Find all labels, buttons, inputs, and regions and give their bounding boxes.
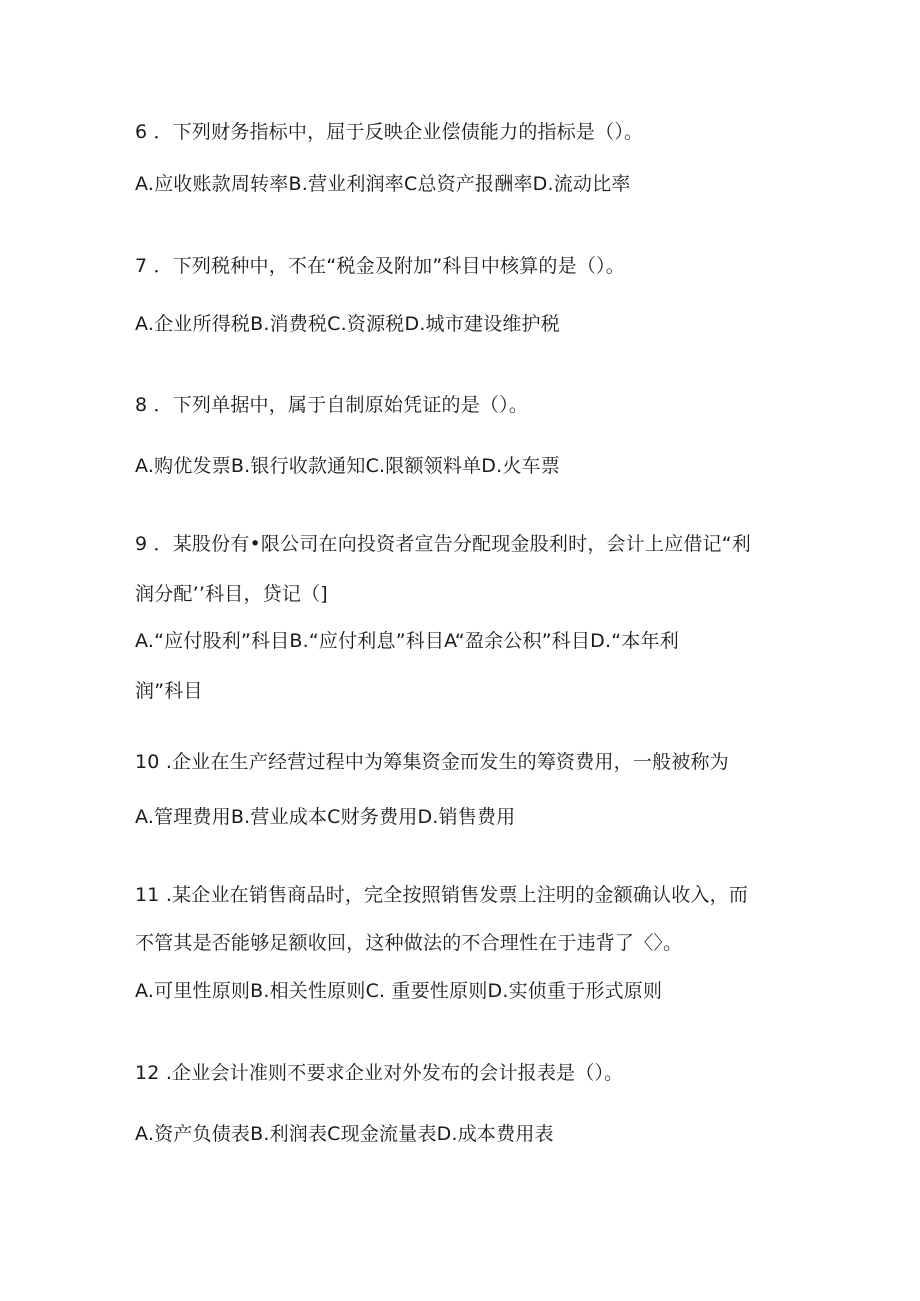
question-12-options: A.资产负债表B.利润表C现金流量表D.成本费用表 xyxy=(135,1123,554,1145)
question-7-options: A.企业所得税B.消费税C.资源税D.城市建设维护税 xyxy=(135,313,560,335)
question-7-stem: 7 ．下列税种中，不在“税金及附加”科目中核算的是（）。 xyxy=(135,255,625,277)
question-10-options: A.管理费用B.营业成本C财务费用D.销售费用 xyxy=(135,806,516,828)
question-12-stem: 12 .企业会计准则不要求企业对外发布的会计报表是（）。 xyxy=(135,1062,624,1084)
question-11-stem-line-2: 不管其是否能够足额收回，这种做法的不合理性在于违背了〈〉。 xyxy=(135,932,683,954)
question-9-stem-line-2: 润分配’’科目，贷记（] xyxy=(135,583,328,605)
question-8-stem: 8 ．下列单据中，属于自制原始凭证的是（）。 xyxy=(135,394,529,416)
question-6-options: A.应收账款周转率B.营业利润率C总资产报酬率D.流动比率 xyxy=(135,173,631,195)
question-9-stem-line-1: 9 ．某股份有•限公司在向投资者宣告分配现金股利时，会计上应借记“利 xyxy=(135,533,751,555)
question-10-stem: 10 .企业在生产经营过程中为筹集资金而发生的筹资费用，一般被称为 xyxy=(135,751,729,773)
question-9-options-line-1: A.“应付股利”科目B.“应付利息”科目A“盈余公积”科目D.“本年利 xyxy=(135,630,679,652)
question-11-options: A.可里性原则B.相关性原则C. 重要性原则D.实侦重于形式原则 xyxy=(135,980,663,1002)
question-11-stem-line-1: 11 .某企业在销售商品时，完全按照销售发票上注明的金额确认收入，而 xyxy=(135,884,749,906)
question-9-options-line-2: 润”科目 xyxy=(135,680,203,702)
question-6-stem: 6 ．下列财务指标中，屈于反映企业偿债能力的指标是（）。 xyxy=(135,121,644,143)
question-8-options: A.购优发票B.银行收款通知C.限额领料单D.火车票 xyxy=(135,455,560,477)
